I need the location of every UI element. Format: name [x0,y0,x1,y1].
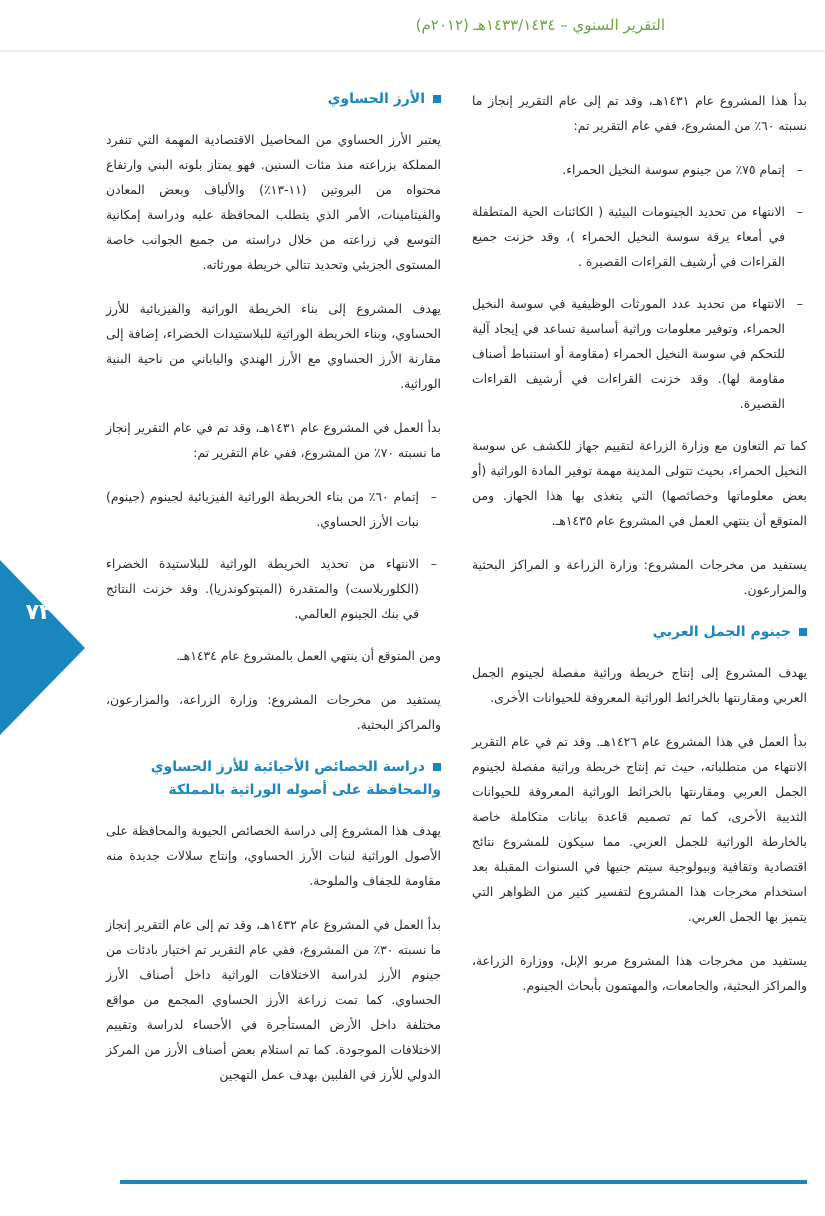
square-bullet-icon [433,763,441,771]
paragraph: يعتبر الأرز الحساوي من المحاصيل الاقتصادية المهمة التي تنفرد المملكة بزراعته منذ مئات السنين. فهو يمتاز بلونه البني وارتفاع محتواه من البروتين (١١-١٣٪) والألياف وبعض المعادن والفيتامينات، الأمر الذي يتطلب المحافظة عليه ودراسة إمكانية التوسع في زراعته من خلال دراسته من جميع الجوانب خاصة المستوى الجزيئي وتحديد تتالي خريطة مورثاته. [106,132,441,272]
left-column [106,88,441,1106]
dash-bullet: – [796,204,803,219]
section-heading-text: دراسة الخصائص الأحيائية للأرز الحساوي والمحافظة على أصوله الوراثية بالمملكة [150,759,441,798]
square-bullet-icon [433,95,441,103]
dash-bullet: – [796,296,803,311]
paragraph: بدأ العمل في هذا المشروع عام ١٤٢٦هـ. وقد تم في عام التقرير الانتهاء من متطلباته، حيث تم إنتاج خريطة وراثية مفصلة لجينوم الجمل العربي ومقارنتها بالخرائط الوراثية المعروفة للحيوانات الثديية الأخرى، كما تم تصميم قاعدة بيانات متكاملة خاصة بالخارطة الوراثية للجمل العربي. مما سيكون للمشروع نتائج اقتصادية وثقافية وبيولوجية سيتم جنيها في السنوات المقبلة بعد استخدام مخرجات هذا المشروع لتفسير كثير من الظواهر التي يتميز بها الجمل العربي. [472,734,807,924]
section-heading-text: الأرز الحساوي [327,91,425,107]
list-item [472,199,807,274]
page-number-tab [0,560,85,735]
section-heading-text: جينوم الجمل العربي [652,624,791,640]
list-item [472,291,807,416]
paragraph: بدأ العمل في المشروع عام ١٤٣٢هـ، وقد تم إلى عام التقرير إنجاز ما نسبته ٣٠٪ من المشروع، ففي عام التقرير تم اختيار بادئات من جينوم الأرز لدراسة الاختلافات الوراثية داخل أصناف الأرز الحساوي. كما تمت زراعة الأرز الحساوي المجمع من مواقع مختلفة داخل الأرض المستأجرة في الأحساء لدراسة وتقييم الاختلافات الموجودة. كما تم استلام بعض أصناف الأرز من المركز الدولي للأرز في الفلبين بهدف عمل التهجين [106,917,441,1082]
paragraph: بدأ العمل في المشروع عام ١٤٣١هـ، وقد تم في عام التقرير إنجاز ما نسبته ٧٠٪ من المشروع، ففي عام التقرير تم: [106,420,441,460]
header-divider [0,50,825,52]
paragraph: يهدف المشروع إلى إنتاج خريطة وراثية مفصلة لجينوم الجمل العربي ومقارنتها بالخرائط الوراثية المعروفة للحيوانات الأخرى. [472,665,807,705]
paragraph: بدأ هذا المشروع عام ١٤٣١هـ، وقد تم إلى عام التقرير إنجاز ما نسبته ٦٠٪ من المشروع، ففي عام التقرير تم: [472,93,807,133]
dash-bullet: – [430,556,437,571]
list-item-text: إتمام ٧٥٪ من جينوم سوسة النخيل الحمراء. [562,162,785,177]
paragraph: يستفيد من مخرجات المشروع: وزارة الزراعة، والمزارعون، والمراكز البحثية. [106,692,441,732]
list-item [472,157,807,182]
paragraph: كما تم التعاون مع وزارة الزراعة لتقييم جهاز للكشف عن سوسة النخيل الحمراء، بحيث تتولى المدينة مهمة توفير المادة الوراثية (أو بعض معلوماتها وخصائصها) التي يتغذى بها هذا الجهاز. ومن المتوقع أن ينتهي العمل في المشروع عام ١٤٣٥هـ. [472,438,807,528]
footer-divider [120,1180,807,1184]
paragraph: ومن المتوقع أن ينتهي العمل بالمشروع عام ١٤٣٤هـ. [176,648,441,663]
right-column [472,88,807,1017]
bullet-list [106,484,441,626]
dash-bullet: – [796,162,803,177]
square-bullet-icon [799,628,807,636]
list-item [106,484,441,534]
list-item-text: الانتهاء من تحديد عدد المورثات الوظيفية في سوسة النخيل الحمراء، وتوفير معلومات وراثية أساسية تساعد في إيجاد آلية للتحكم في سوسة النخيل الحمراء (مقاومة أو استنباط أصناف مقاومة لها). وقد خزنت القراءات في أرشيف القراءات القصيرة. [472,296,785,411]
list-item-text: إتمام ٦٠٪ من بناء الخريطة الوراثية الفيزيائية لجينوم (جينوم) نبات الأرز الحساوي. [106,489,419,529]
bullet-list [472,157,807,416]
page-header [0,0,825,52]
section-heading [472,621,807,644]
paragraph: يستفيد من مخرجات هذا المشروع مربو الإبل، ووزارة الزراعة، والمراكز البحثية، والجامعات، والمهتمون بأبحاث الجينوم. [472,953,807,993]
paragraph: يهدف هذا المشروع إلى دراسة الخصائص الحيوية والمحافظة على الأصول الوراثية لنبات الأرز الحساوي، وإنتاج سلالات جديدة منه مقاومة للجفاف والملوحة. [106,823,441,888]
list-item-text: الانتهاء من تحديد الخريطة الوراثية للبلاستيدة الخضراء (الكلوربلاست) والمتقدرة (الميتوكوندريا). وقد خزنت النتائج في بنك الجينوم العالمي. [106,556,419,621]
dash-bullet: – [430,489,437,504]
section-heading [106,756,441,802]
list-item [106,551,441,626]
section-heading [106,88,441,111]
page-number: ٧٣ [25,600,53,625]
report-header-title: التقرير السنوي – ١٤٣٣/١٤٣٤هـ (٢٠١٢م) [415,16,665,34]
paragraph: يهدف المشروع إلى بناء الخريطة الوراثية والفيزيائية للأرز الحساوي، وبناء الخريطة الوراثية للبلاستيدات الخضراء، إضافة إلى مقارنة الأرز الحساوي مع الأرز الهندي والياباني من ناحية البنية الوراثية. [106,301,441,391]
list-item-text: الانتهاء من تحديد الجينومات البيئية ( الكائنات الحية المتطفلة في أمعاء يرقة سوسة النخيل الحمراء )، وقد خزنت جميع القراءات في أرشيف القراءات القصيرة . [472,204,785,269]
paragraph: يستفيد من مخرجات المشروع: وزارة الزراعة و المراكز البحثية والمزارعون. [472,557,807,597]
